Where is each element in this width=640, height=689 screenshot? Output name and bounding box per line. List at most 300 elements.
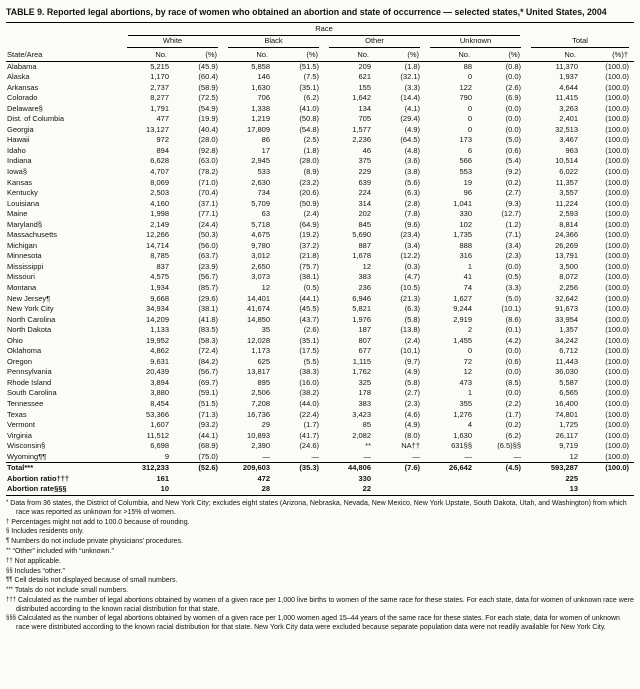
count-cell: 2,737	[150, 82, 169, 92]
table-row	[6, 367, 634, 378]
count-cell: 894	[156, 145, 169, 155]
table-row	[6, 441, 634, 452]
count-cell: 9,780	[251, 240, 270, 250]
percent-cell: (29.6)	[198, 293, 218, 303]
race-row-total-spacer	[526, 23, 634, 37]
count-cell: 375	[358, 156, 371, 166]
percent-cell: (14.4)	[400, 93, 420, 103]
count-cell: 5,690	[352, 230, 371, 240]
count-cell: 178	[358, 388, 371, 398]
count-cell: 3,894	[150, 377, 169, 387]
count-cell: 10,514	[555, 156, 579, 166]
footnote: §§ Includes “other.”	[6, 567, 65, 575]
count-cell: 1,937	[559, 72, 579, 82]
count-cell: 2,503	[150, 188, 169, 198]
count-cell: 477	[156, 114, 169, 124]
percent-cell: (63.7)	[198, 251, 218, 261]
count-cell: 473	[459, 377, 472, 387]
count-cell: 9,668	[150, 293, 169, 303]
table-row	[6, 72, 634, 83]
count-cell: 72	[463, 356, 472, 366]
state-name-cell: Pennsylvania	[7, 367, 52, 377]
percent-cell: (2.7)	[505, 188, 522, 198]
percent-cell: (3.4)	[404, 240, 420, 250]
percent-cell: (1.7)	[505, 409, 522, 419]
count-cell: 5,718	[251, 219, 270, 229]
percent-cell: (75.0)	[198, 451, 218, 461]
count-cell: 0	[467, 346, 472, 356]
count-cell: 533	[257, 166, 270, 176]
percent-cell: (64.5)	[400, 135, 420, 145]
state-name-cell: Indiana	[7, 156, 32, 166]
count-cell: 13,127	[146, 124, 169, 134]
count-cell: 12,028	[247, 335, 270, 345]
count-cell: 16,736	[247, 409, 270, 419]
table-row	[6, 125, 634, 136]
count-cell: 3,263	[559, 103, 579, 113]
count-cell: 383	[358, 399, 371, 408]
percent-cell: (58.3)	[198, 335, 218, 345]
count-cell: 44,806	[324, 463, 377, 474]
percent-cell: (60.4)	[198, 72, 218, 82]
table-row	[6, 251, 634, 262]
count-cell: 85	[362, 420, 371, 430]
percent-cell: (100.0)	[605, 103, 630, 113]
count-cell: 1,725	[559, 420, 579, 430]
percent-cell: (29.4)	[400, 114, 420, 124]
count-cell: 26,269	[555, 240, 579, 250]
footnote-marker: §§	[6, 567, 13, 574]
percent-cell: (3.6)	[404, 156, 420, 166]
state-name-cell: Wyoming¶¶	[7, 451, 47, 461]
count-cell: 593,287	[526, 463, 584, 474]
table-row	[6, 357, 634, 368]
percent-cell: (69.7)	[198, 377, 218, 387]
table-row	[6, 156, 634, 167]
percent-cell: (100.0)	[605, 177, 630, 187]
percent-cell: (100.0)	[605, 399, 630, 408]
race-row-state-spacer	[6, 23, 122, 37]
percent-cell: (41.7)	[299, 430, 319, 440]
percent-cell: (1.8)	[404, 61, 420, 71]
count-cell: 1,338	[251, 103, 270, 113]
percent-cell: (0.5)	[505, 272, 522, 282]
count-cell: 1,357	[559, 325, 579, 335]
percent-cell: (3.3)	[404, 82, 420, 92]
count-cell: 2,236	[352, 135, 371, 145]
percent-cell	[276, 474, 324, 485]
percent-cell: (71.3)	[198, 409, 218, 419]
count-cell: 46	[362, 145, 371, 155]
percent-cell: (63.0)	[198, 156, 218, 166]
state-name-cell: Oklahoma	[7, 346, 42, 356]
percent-cell: (12.7)	[501, 209, 522, 219]
group-header-row	[6, 36, 634, 48]
count-cell: 224	[358, 188, 371, 198]
count-cell: 677	[358, 346, 371, 356]
percent-cell: (7.8)	[404, 209, 420, 219]
state-name-cell: Alaska	[7, 72, 30, 82]
count-cell: 14,401	[247, 293, 270, 303]
percent-cell: NA††	[401, 441, 420, 451]
count-cell: 1,455	[453, 335, 472, 345]
percent-cell: (2.3)	[404, 399, 420, 408]
percent-cell: (100.0)	[605, 314, 630, 324]
count-cell: 1	[467, 261, 472, 271]
percent-cell: (2.4)	[404, 335, 420, 345]
percent-cell: (72.5)	[198, 93, 218, 103]
footnote-marker: ***	[6, 587, 14, 594]
percent-cell: (100.0)	[605, 377, 630, 387]
percent-cell: (56.7)	[198, 367, 218, 377]
count-cell: 0	[467, 103, 472, 113]
percent-cell	[584, 484, 634, 495]
count-cell: 14,850	[247, 314, 270, 324]
count-cell: 8,072	[559, 272, 579, 282]
count-cell: 14,209	[146, 314, 169, 324]
count-cell: 4,675	[251, 230, 270, 240]
percent-cell: (54.8)	[299, 124, 319, 134]
percent-cell: (5.4)	[505, 156, 522, 166]
table-row	[6, 463, 634, 474]
count-cell: 1,627	[453, 293, 472, 303]
state-name-cell: Ohio	[7, 335, 23, 345]
percent-cell: (35.1)	[299, 82, 319, 92]
percent-cell: (41.8)	[198, 314, 218, 324]
percent-cell	[175, 484, 223, 495]
count-cell: 1,791	[150, 103, 169, 113]
state-name-cell: Missouri	[7, 272, 35, 282]
count-cell: 472	[257, 473, 270, 483]
race-label: Race	[128, 23, 520, 36]
count-cell: 9	[164, 451, 169, 461]
percent-cell: (0.6)	[505, 145, 522, 155]
percent-cell: (9.2)	[505, 166, 522, 176]
col-header-white-pct: (%)	[175, 48, 223, 61]
percent-cell: (7.1)	[505, 230, 522, 240]
group-header-black: Black	[223, 36, 324, 48]
count-cell: 22	[324, 484, 377, 495]
percent-cell: (6.5)§§	[497, 441, 522, 451]
percent-cell: (4.8)	[404, 145, 420, 155]
percent-cell: (8.9)	[303, 166, 319, 176]
count-cell: 312,233	[122, 463, 175, 474]
count-cell: 5,821	[352, 304, 371, 314]
count-cell: 134	[358, 103, 371, 113]
col-header-other-no: No.	[324, 48, 377, 61]
count-cell: 6,712	[559, 346, 579, 356]
state-name-cell: Louisiana	[7, 198, 40, 208]
table-row	[6, 188, 634, 199]
percent-cell: (100.0)	[605, 209, 630, 219]
count-cell: 0	[467, 114, 472, 124]
percent-cell: (0.0)	[505, 388, 522, 398]
count-cell: 202	[358, 209, 371, 219]
percent-cell: (44.1)	[299, 293, 319, 303]
count-cell: 314	[358, 198, 371, 208]
footnote-marker: §§§	[6, 615, 17, 622]
footnote-marker: †	[6, 518, 10, 525]
count-cell: 837	[156, 261, 169, 271]
state-name-cell: New Jersey¶	[7, 293, 51, 303]
percent-cell: (6.3)	[404, 304, 420, 314]
count-cell: 1,577	[352, 124, 371, 134]
count-cell: 13,817	[247, 367, 270, 377]
percent-cell: (4.9)	[404, 420, 420, 430]
percent-cell: (4.1)	[404, 103, 420, 113]
group-header-white: White	[122, 36, 223, 48]
count-cell: 11,415	[555, 93, 579, 103]
percent-cell: (2.4)	[303, 209, 319, 219]
percent-cell: (2.5)	[303, 135, 319, 145]
percent-cell: (4.6)	[404, 409, 420, 419]
count-cell: 17	[261, 145, 270, 155]
percent-cell: (12.2)	[400, 251, 420, 261]
state-name-cell: North Carolina	[7, 314, 56, 324]
percent-cell: (24.4)	[198, 219, 218, 229]
percent-cell: (78.2)	[198, 166, 218, 176]
table-row	[6, 104, 634, 115]
table-row	[6, 336, 634, 347]
count-cell: 887	[358, 240, 371, 250]
footnote: ** “Other” included with “unknown.”	[6, 547, 114, 555]
count-cell: 2,149	[150, 219, 169, 229]
percent-cell: (8.6)	[505, 314, 522, 324]
percent-cell: (100.0)	[605, 230, 630, 240]
percent-cell: (1.2)	[505, 219, 522, 229]
count-cell: 1,276	[453, 409, 472, 419]
count-cell	[425, 474, 478, 485]
count-cell: 34,934	[146, 304, 169, 314]
count-cell: 5,709	[251, 198, 270, 208]
count-cell: 6,565	[559, 388, 579, 398]
percent-cell: (16.0)	[299, 377, 319, 387]
percent-cell: (100.0)	[605, 188, 630, 198]
percent-cell: (100.0)	[605, 325, 630, 335]
count-cell: 229	[358, 166, 371, 176]
percent-cell: (38.1)	[299, 272, 319, 282]
state-name-cell: Iowa§	[7, 166, 28, 176]
footnotes	[6, 499, 634, 633]
col-header-black-no: No.	[223, 48, 276, 61]
table-row	[6, 93, 634, 104]
count-cell: 41	[463, 272, 472, 282]
percent-cell: (52.6)	[175, 463, 223, 474]
state-name-cell: Kansas	[7, 177, 33, 187]
percent-cell: (9.3)	[505, 198, 522, 208]
count-cell: 383	[358, 272, 371, 282]
footnote: †† Not applicable.	[6, 557, 61, 565]
percent-cell: (50.8)	[299, 114, 319, 124]
col-header-state: State/Area	[6, 48, 122, 61]
count-cell: 32,642	[555, 293, 579, 303]
count-cell: 2,919	[453, 314, 472, 324]
percent-cell: (6.3)	[404, 188, 420, 198]
count-cell: 4,707	[150, 166, 169, 176]
count-cell: 3,880	[150, 388, 169, 398]
count-cell: 8,069	[150, 177, 169, 187]
count-cell: 9,244	[453, 304, 472, 314]
percent-cell: (5.5)	[303, 356, 319, 366]
table-row	[6, 199, 634, 210]
count-cell: 1,630	[251, 82, 270, 92]
count-cell: 102	[459, 219, 472, 229]
count-cell: 734	[257, 188, 270, 198]
count-cell: 705	[358, 114, 371, 124]
count-cell: 20,439	[146, 367, 169, 377]
percent-cell: (54.9)	[198, 103, 218, 113]
count-cell: 330	[358, 473, 371, 483]
percent-cell: (0.0)	[505, 114, 522, 124]
percent-cell: (7.5)	[303, 72, 319, 82]
count-cell: 13	[526, 484, 584, 495]
percent-cell: (9.6)	[404, 219, 420, 229]
percent-cell: (44.1)	[198, 430, 218, 440]
count-cell: 316	[459, 251, 472, 261]
state-name-cell: Dist. of Columbia	[7, 114, 65, 124]
percent-cell: (50.9)	[299, 198, 319, 208]
percent-cell: (100.0)	[605, 72, 630, 82]
percent-cell: (100.0)	[605, 240, 630, 250]
count-cell: 625	[257, 356, 270, 366]
percent-cell: (100.0)	[605, 282, 630, 292]
percent-cell: (100.0)	[605, 156, 630, 166]
count-cell: 11,357	[555, 177, 579, 187]
table-row	[6, 315, 634, 326]
percent-cell: (100.0)	[605, 272, 630, 282]
state-name-cell: Abortion rate§§§	[6, 484, 122, 495]
state-name-cell: Georgia	[7, 124, 34, 134]
state-name-cell: Colorado	[7, 93, 38, 103]
percent-cell: —	[412, 451, 420, 461]
percent-cell: (41.0)	[299, 103, 319, 113]
table-row	[6, 135, 634, 146]
footnote: §§§ Calculated as the number of legal abortions obtained by women of a given race per 1,000 women aged 15–44 years of the same race for these states. For each state, data for women of unknown race were distributed according to the known racial distribution for that state. New York City data were excluded because separate population data were not readily available for New York City.	[6, 615, 620, 632]
race-span-header	[122, 23, 526, 37]
percent-cell: (38.2)	[299, 388, 319, 398]
count-cell: 1,934	[150, 282, 169, 292]
count-cell: 122	[459, 82, 472, 92]
percent-cell: (5.0)	[505, 135, 522, 145]
percent-cell: (56.7)	[198, 272, 218, 282]
count-cell: 1,976	[352, 314, 371, 324]
count-cell: 2,506	[251, 388, 270, 398]
count-cell: 8,785	[150, 251, 169, 261]
percent-cell	[377, 484, 425, 495]
count-cell: 26,642	[425, 463, 478, 474]
table-row	[6, 272, 634, 283]
count-cell: 35	[261, 325, 270, 335]
table-row	[6, 388, 634, 399]
percent-cell: (32.1)	[400, 72, 420, 82]
count-cell: 3,467	[559, 135, 579, 145]
count-cell: —	[262, 451, 270, 461]
footnote: ¶ Numbers do not include private physicians’ procedures.	[6, 538, 183, 546]
percent-cell: (100.0)	[605, 388, 630, 398]
percent-cell: (17.5)	[299, 346, 319, 356]
count-cell: 12	[463, 367, 472, 377]
percent-cell: (59.1)	[198, 388, 218, 398]
count-cell: 888	[459, 240, 472, 250]
percent-cell: (43.7)	[299, 314, 319, 324]
percent-cell: (50.3)	[198, 230, 218, 240]
percent-cell: (38.3)	[299, 367, 319, 377]
count-cell: 972	[156, 135, 169, 145]
count-cell: 1,041	[453, 198, 472, 208]
race-span-row	[6, 23, 634, 37]
percent-cell: (8.0)	[404, 430, 420, 440]
percent-cell: (4.2)	[505, 335, 522, 345]
percent-cell: (21.3)	[400, 293, 420, 303]
percent-cell: (100.0)	[605, 451, 630, 461]
table-row	[6, 230, 634, 241]
count-cell: 2,401	[559, 114, 579, 124]
percent-cell: (100.0)	[605, 409, 630, 419]
table-row	[6, 346, 634, 357]
count-cell: 9,631	[150, 356, 169, 366]
count-cell: 2,390	[251, 441, 270, 451]
count-cell: 1,133	[150, 325, 169, 335]
table-row	[6, 399, 634, 410]
count-cell: 26,117	[555, 430, 579, 440]
percent-cell: (13.8)	[400, 325, 420, 335]
percent-cell: (2.7)	[404, 388, 420, 398]
percent-cell: (100.0)	[605, 198, 630, 208]
percent-cell: (100.0)	[605, 93, 630, 103]
percent-cell: (100.0)	[605, 367, 630, 377]
count-cell: 11,512	[146, 430, 169, 440]
col-header-unknown-pct: (%)	[478, 48, 526, 61]
count-cell: 1,762	[352, 367, 371, 377]
percent-cell	[175, 474, 223, 485]
count-cell: 8,277	[150, 93, 169, 103]
percent-cell: (100.0)	[605, 441, 630, 451]
percent-cell: —	[513, 451, 522, 461]
percent-cell: (2.8)	[404, 198, 420, 208]
percent-cell: (0.1)	[505, 325, 522, 335]
percent-cell: (100.0)	[605, 219, 630, 229]
count-cell: 1,630	[453, 430, 472, 440]
percent-cell: (100.0)	[605, 430, 630, 440]
footnote: * Data from 36 states, the District of Columbia, and New York City; excludes eight states (Arizona, Nebraska, Nevada, New Mexico, New York Upstate, South Dakota, Utah, and Washington) from which race was reported as unknown for >15% of women.	[6, 499, 627, 516]
count-cell: 24,366	[555, 230, 579, 240]
footnote-marker: *	[6, 499, 9, 506]
count-cell: 11,370	[555, 61, 579, 71]
footnote: § Includes residents only.	[6, 528, 84, 536]
percent-cell: (40.4)	[198, 124, 218, 134]
count-cell: 6,946	[352, 293, 371, 303]
percent-cell: (100.0)	[605, 114, 630, 124]
footnote: ††† Calculated as the number of legal abortions obtained by women of a given race per 1,000 live births to women of the same race for these states. For each state, data for women of unknown race were distributed according to the known racial distribution for that state.	[6, 596, 634, 613]
percent-cell: (100.0)	[605, 304, 630, 314]
table-row	[6, 146, 634, 157]
percent-cell: (44.0)	[299, 399, 319, 408]
percent-cell: (72.4)	[198, 346, 218, 356]
percent-cell: (75.7)	[299, 261, 319, 271]
footnote-marker: ¶¶	[6, 577, 13, 584]
table-row	[6, 304, 634, 315]
col-header-unknown-no: No.	[425, 48, 478, 61]
table-row	[6, 325, 634, 336]
count-cell: 161	[156, 473, 169, 483]
count-cell: 553	[459, 166, 472, 176]
percent-cell: —	[311, 451, 319, 461]
count-cell: 3,423	[352, 409, 371, 419]
percent-cell	[276, 484, 324, 495]
percent-cell: (100.0)	[605, 261, 630, 271]
count-cell: 53,366	[146, 409, 169, 419]
count-cell: 96	[463, 188, 472, 198]
